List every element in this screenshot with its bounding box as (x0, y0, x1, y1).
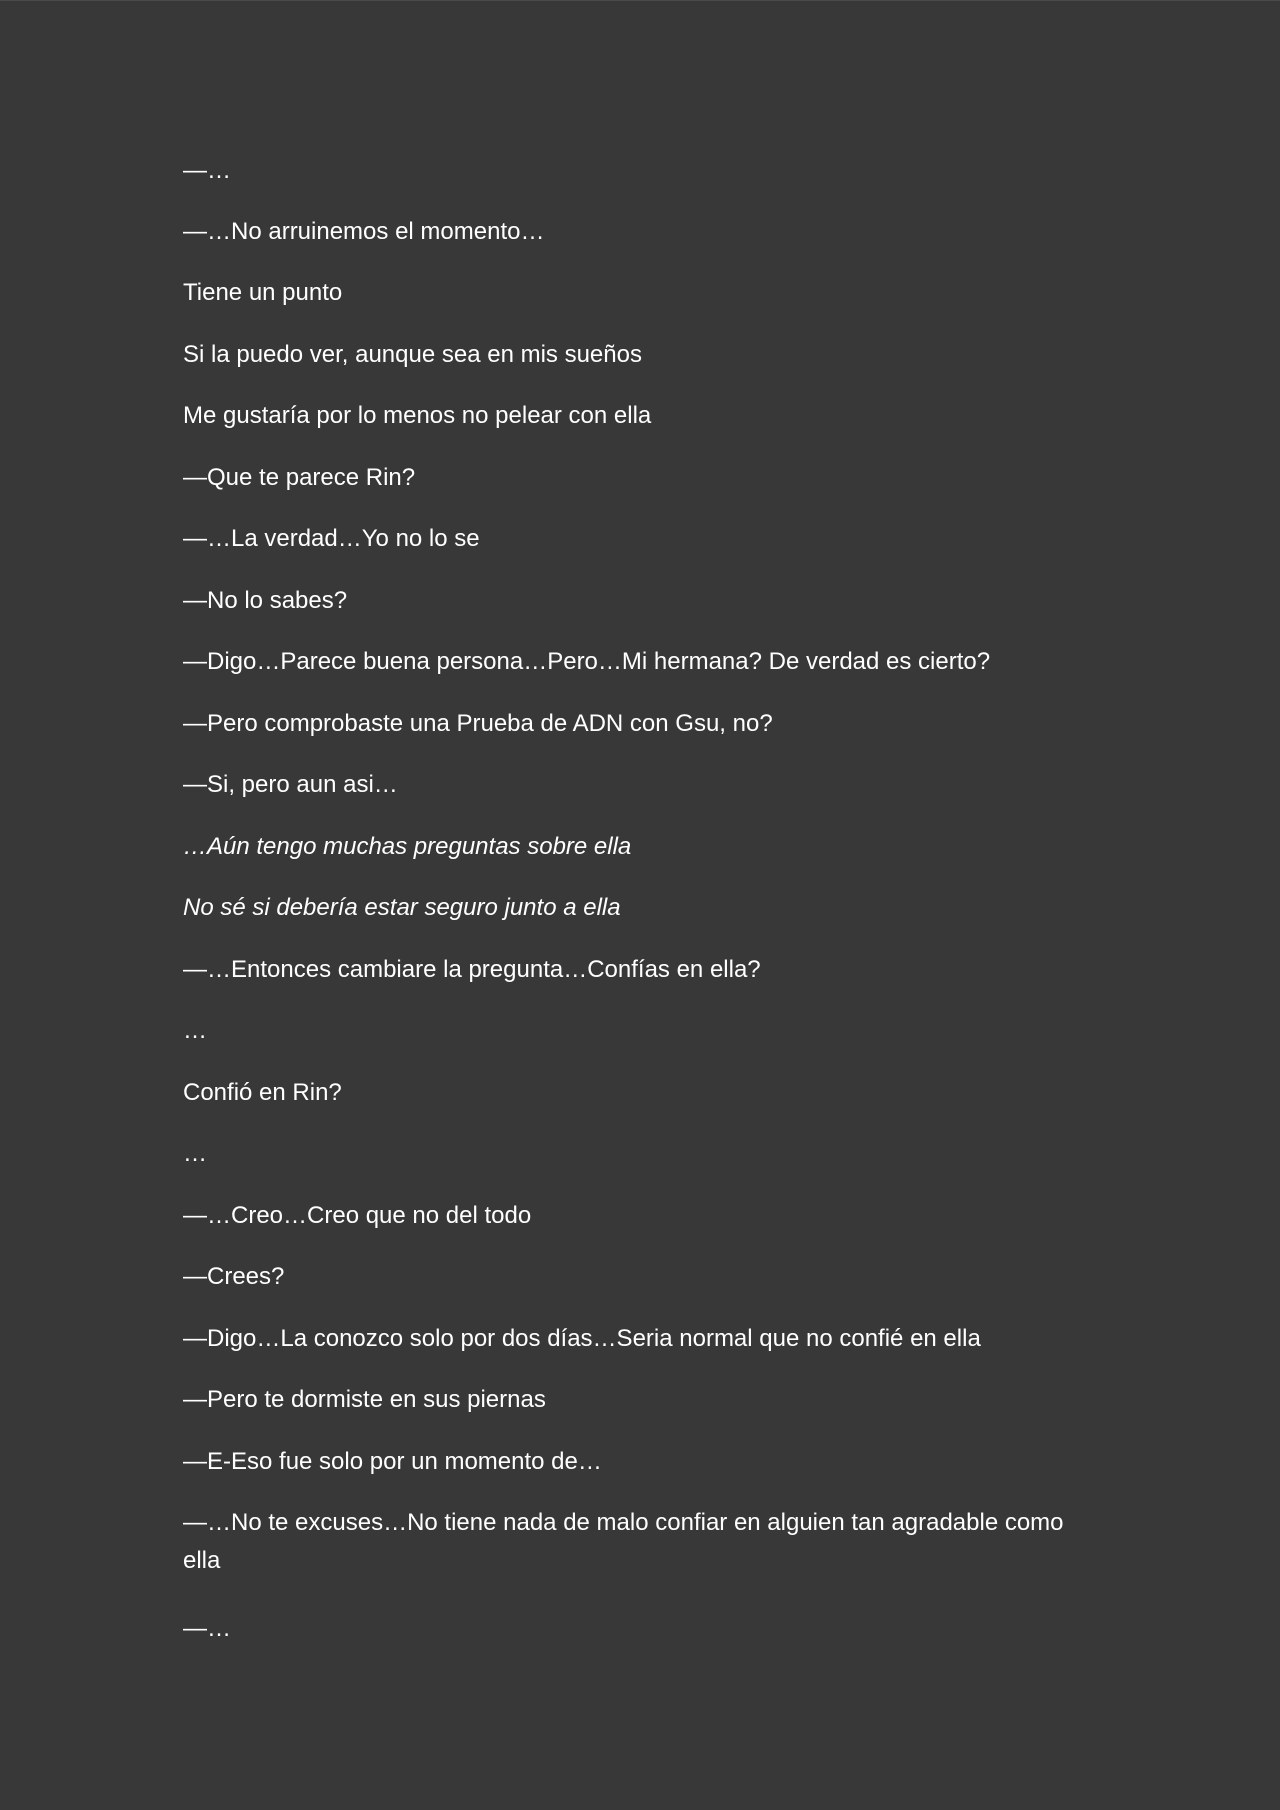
dialogue-line: —Pero te dormiste en sus piernas (183, 1386, 546, 1413)
dialogue-line: —Que te parece Rin? (183, 464, 416, 491)
dialogue-line: —Pero comprobaste una Prueba de ADN con Gsu, no? (183, 710, 773, 737)
dialogue-line: —…Entonces cambiare la pregunta…Confías en ella? (183, 956, 761, 983)
narration-line: Confió en Rin? (183, 1079, 342, 1106)
narration-line: Me gustaría por lo menos no pelear con ella (183, 402, 652, 429)
thought-line: …Aún tengo muchas preguntas sobre ella (183, 833, 632, 860)
dialogue-line: —…No te excuses…No tiene nada de malo confiar en alguien tan agradable como ella (183, 1509, 1064, 1574)
thought-line: No sé si debería estar seguro junto a ella (183, 894, 621, 921)
dialogue-line: —… (183, 1615, 231, 1642)
narration-line: Si la puedo ver, aunque sea en mis sueños (183, 341, 642, 368)
dialogue-line: —…No arruinemos el momento… (183, 218, 545, 245)
dialogue-line: —E-Eso fue solo por un momento de… (183, 1448, 602, 1475)
dialogue-line: —Crees? (183, 1263, 285, 1290)
dialogue-line: —… (183, 157, 231, 184)
narration-line: … (183, 1140, 207, 1167)
narration-line: … (183, 1017, 207, 1044)
dialogue-line: —Si, pero aun asi… (183, 771, 398, 798)
dialogue-line: —…Creo…Creo que no del todo (183, 1202, 532, 1229)
dialogue-line: —…La verdad…Yo no lo se (183, 525, 480, 552)
narration-line: Tiene un punto (183, 279, 343, 306)
dialogue-line: —Digo…Parece buena persona…Pero…Mi hermana? De verdad es cierto? (183, 648, 991, 675)
dialogue-line: —No lo sabes? (183, 587, 348, 614)
dialogue-line: —Digo…La conozco solo por dos días…Seria normal que no confié en ella (183, 1325, 981, 1352)
